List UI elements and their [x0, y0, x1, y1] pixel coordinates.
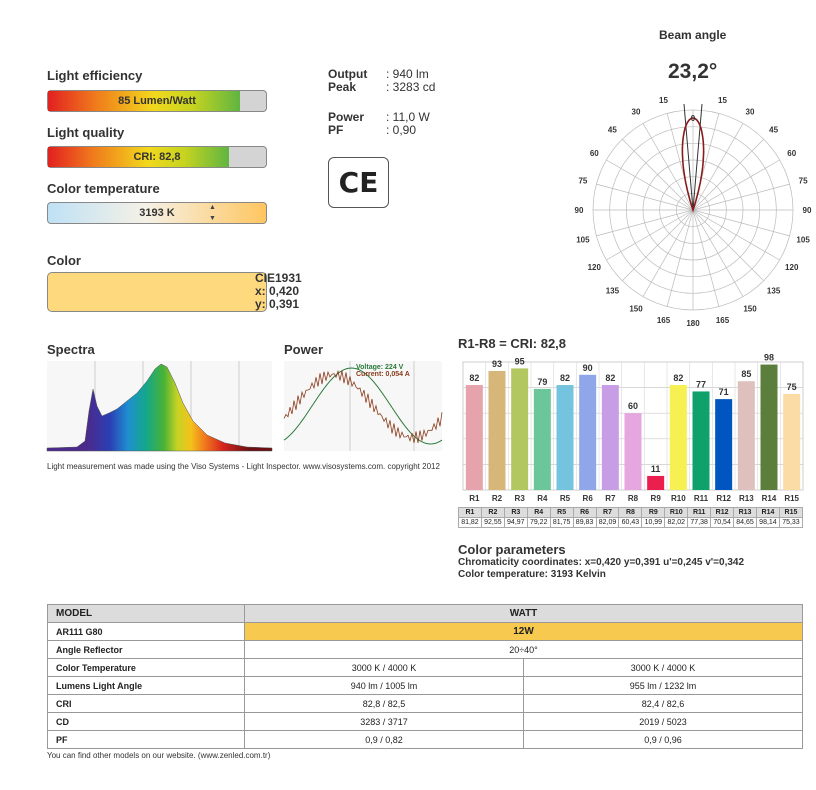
beam-angle-value: 23,2° [668, 60, 718, 83]
color-parameters-line1: Chromaticity coordinates: x=0,420 y=0,391 u'=0,245 v'=0,342 [458, 557, 745, 568]
spec-pf-key: PF [328, 123, 344, 137]
cri-category-label: R11 [693, 494, 709, 503]
row-label: Lumens Light Angle [48, 677, 245, 695]
polar-angle-label: 120 [785, 263, 799, 272]
color-temperature-value: 3193 K [139, 207, 175, 219]
polar-angle-label: 120 [587, 263, 601, 272]
row-value-b: 2019 / 5023 [524, 713, 803, 731]
cri-table-value-cell: 81,82 [459, 518, 482, 528]
cri-bar-r4 [534, 389, 551, 490]
polar-angle-label: 30 [745, 107, 755, 117]
cri-table-head-cell: R5 [550, 508, 573, 518]
cri-table-value-cell: 82,02 [665, 518, 688, 528]
cri-table-values [459, 518, 803, 528]
polar-angle-label: 45 [607, 125, 617, 135]
cri-category-label: R5 [559, 494, 571, 503]
beam-angle-title: Beam angle [659, 28, 727, 42]
polar-angle-label: 75 [798, 176, 808, 186]
cri-table-head-cell: R13 [734, 508, 757, 518]
spec-output-value: : 940 lm [386, 67, 429, 81]
current-readout: Current: 0,054 A [356, 371, 410, 378]
header-model: MODEL [48, 605, 245, 623]
cri-values-table [458, 507, 803, 528]
cri-table-value-cell: 60,43 [619, 518, 642, 528]
model-table-header [48, 605, 803, 623]
cri-table-value-cell: 75,33 [779, 518, 802, 528]
cri-table-head-cell: R8 [619, 508, 642, 518]
cri-category-label: R10 [670, 494, 686, 503]
row-label: Color Temperature [48, 659, 245, 677]
specs-group-1 [328, 68, 435, 94]
cri-table-value-cell: 92,55 [481, 518, 504, 528]
cri-bar-r8 [625, 413, 642, 490]
cri-bar-r14 [761, 365, 778, 490]
polar-angle-label: 150 [743, 304, 757, 314]
ce-mark-icon: CE [328, 157, 389, 208]
polar-angle-label: 90 [802, 206, 812, 215]
polar-spoke [693, 210, 780, 260]
cie-x: x: 0,420 [255, 284, 300, 298]
row-value-b: 0,9 / 0,96 [524, 731, 803, 749]
spectra-chart [47, 361, 272, 451]
cri-category-label: R4 [537, 494, 548, 503]
cri-table-value-cell: 82,09 [596, 518, 619, 528]
cri-table-value-cell: 70,54 [711, 518, 734, 528]
table-row [48, 695, 803, 713]
cri-table-head-cell: R11 [688, 508, 711, 518]
row-label: CD [48, 713, 245, 731]
cie-coordinates [255, 272, 302, 311]
measurement-note: Light measurement was made using the Viso Systems - Light Inspector. www.visosystems.com. copyright 2012 [47, 462, 440, 471]
table-row [48, 641, 803, 659]
row-value-a: 3000 K / 4000 K [245, 659, 524, 677]
polar-angle-label: 165 [715, 316, 730, 326]
polar-angle-label: 45 [769, 125, 779, 135]
cie-title: CIE1931 [255, 271, 302, 285]
spectra-label: Spectra [47, 342, 95, 357]
model-watt: 12W [245, 623, 803, 641]
cri-category-label: R8 [627, 494, 639, 503]
row-label: Angle Reflector [48, 641, 245, 659]
table-row [48, 713, 803, 731]
table-row [48, 677, 803, 695]
spec-power-key: Power [328, 110, 365, 124]
color-swatch [47, 272, 267, 312]
row-value-a: 3283 / 3717 [245, 713, 524, 731]
color-parameters [458, 542, 744, 581]
color-parameters-line2: Color temperature: 3193 Kelvin [458, 569, 606, 580]
cri-bar-r10 [670, 385, 687, 490]
cri-value-label: 85 [741, 369, 752, 380]
arrow-up-icon: ▲ [209, 204, 216, 211]
cri-table-value-cell: 79,22 [527, 518, 550, 528]
polar-spoke [693, 123, 743, 210]
cri-table-value-cell: 77,38 [688, 518, 711, 528]
cri-bar-r3 [511, 368, 528, 490]
cri-bar-r9 [647, 476, 664, 490]
polar-spoke [622, 210, 693, 281]
cri-table-head-cell: R1 [459, 508, 482, 518]
spec-output-key: Output [328, 67, 368, 81]
table-row [48, 659, 803, 677]
polar-top-label: 0 [690, 114, 696, 123]
polar-spoke [606, 210, 693, 260]
polar-angle-label: 15 [718, 95, 727, 105]
cri-table-value-cell: 94,97 [504, 518, 527, 528]
cri-category-label: R15 [784, 494, 800, 503]
cri-value-label: 82 [559, 373, 571, 384]
arrow-down-icon: ▼ [209, 215, 216, 222]
spec-pf-value: : 0,90 [386, 123, 417, 137]
row-value-b: 82,4 / 82,6 [524, 695, 803, 713]
row-value-b: 955 lm / 1232 lm [524, 677, 803, 695]
cri-bar-r12 [715, 399, 732, 490]
polar-angle-label: 105 [576, 235, 590, 245]
cri-table-head-cell: R14 [756, 508, 779, 518]
light-quality-value: CRI: 82,8 [133, 151, 181, 163]
light-efficiency-bar [47, 90, 267, 112]
cri-table-head-cell: R15 [779, 508, 802, 518]
polar-spoke [693, 160, 780, 210]
cri-value-label: 98 [763, 352, 775, 363]
cri-value-label: 82 [673, 373, 684, 384]
cri-value-label: 11 [650, 463, 661, 474]
polar-angle-label: 150 [629, 304, 643, 314]
cri-category-label: R13 [738, 494, 754, 503]
cri-table-head-cell: R4 [527, 508, 550, 518]
light-efficiency-value: 85 Lumen/Watt [118, 95, 196, 107]
model-table [47, 604, 803, 749]
model-name: AR111 G80 [48, 623, 245, 641]
row-value-a: 0,9 / 0,82 [245, 731, 524, 749]
cri-category-label: R6 [582, 494, 593, 503]
spec-peak-key: Peak [328, 80, 357, 94]
cri-value-label: 90 [582, 362, 593, 373]
polar-angle-label: 105 [796, 235, 810, 245]
cri-bar-r2 [489, 371, 506, 490]
polar-angle-label: 90 [574, 206, 584, 215]
polar-grid [593, 104, 793, 310]
polar-angle-label: 135 [766, 286, 781, 296]
row-label: CRI [48, 695, 245, 713]
cri-category-labels [469, 494, 799, 503]
cri-table-value-cell: 89,83 [573, 518, 596, 528]
cri-category-label: R14 [761, 494, 777, 503]
cri-category-label: R1 [469, 494, 480, 503]
color-temperature-label: Color temperature [47, 181, 160, 196]
cri-table-header [459, 508, 803, 518]
model-row [48, 623, 803, 641]
cri-table-head-cell: R3 [504, 508, 527, 518]
polar-angle-label: 60 [589, 149, 599, 158]
cri-category-label: R3 [514, 494, 525, 503]
polar-spoke [693, 210, 764, 281]
polar-angle-label: 165 [656, 316, 671, 326]
cri-table-value-cell: 98,14 [756, 518, 779, 528]
cri-bar-chart [458, 352, 804, 507]
cri-category-label: R7 [605, 494, 616, 503]
cri-value-label: 79 [537, 376, 548, 387]
polar-angle-label: 135 [605, 286, 620, 296]
cri-category-label: R2 [491, 494, 503, 503]
polar-spoke [643, 123, 693, 210]
header-watt: WATT [245, 605, 803, 623]
cri-bar-r6 [579, 375, 596, 490]
light-efficiency-label: Light efficiency [47, 68, 143, 83]
cri-value-label: 71 [718, 387, 729, 398]
cri-title: R1-R8 = CRI: 82,8 [458, 336, 567, 351]
cri-table-head-cell: R7 [596, 508, 619, 518]
spec-peak-value: : 3283 cd [386, 80, 436, 94]
cri-table-value-cell: 81,75 [550, 518, 573, 528]
row-value-a: 82,8 / 82,5 [245, 695, 524, 713]
row-value-b: 3000 K / 4000 K [524, 659, 803, 677]
color-parameters-title: Color parameters [458, 542, 566, 557]
cri-category-label: R9 [650, 494, 661, 503]
polar-spoke [606, 160, 693, 210]
cri-category-label: R12 [716, 494, 732, 503]
row-label: PF [48, 731, 245, 749]
light-quality-bar [47, 146, 267, 168]
cie-y: y: 0,391 [255, 297, 300, 311]
cri-table-head-cell: R6 [573, 508, 596, 518]
polar-angle-label: 75 [578, 176, 588, 186]
cri-value-label: 60 [627, 401, 639, 412]
power-chart [284, 361, 442, 451]
color-temperature-bar [47, 202, 267, 224]
cri-table-head-cell: R12 [711, 508, 734, 518]
polar-bottom-label: 180 [686, 319, 700, 328]
voltage-readout: Voltage: 224 V [356, 364, 404, 371]
row-value: 20÷40° [245, 641, 803, 659]
beam-polar-chart [574, 85, 812, 328]
cri-bar-r13 [738, 381, 755, 490]
cri-value-label: 95 [514, 356, 525, 367]
color-label: Color [47, 253, 81, 268]
cri-value-label: 75 [786, 382, 797, 392]
cri-bar-r7 [602, 385, 619, 490]
cri-value-label: 82 [469, 373, 480, 384]
cri-value-label: 77 [695, 379, 707, 390]
light-quality-label: Light quality [47, 125, 125, 140]
cri-table-head-cell: R9 [642, 508, 665, 518]
polar-spoke [643, 210, 693, 297]
cri-bar-r5 [557, 385, 574, 490]
footer-note: You can find other models on our website. (www.zenled.com.tr) [47, 751, 271, 760]
cri-bar-r15 [783, 394, 800, 490]
cri-table-head-cell: R10 [665, 508, 688, 518]
specs-group-2 [328, 111, 430, 137]
polar-spoke [693, 210, 743, 297]
spec-power-value: : 11,0 W [386, 110, 430, 124]
row-value-a: 940 lm / 1005 lm [245, 677, 524, 695]
cri-table-value-cell: 10,99 [642, 518, 665, 528]
cri-bar-r11 [693, 391, 710, 490]
cri-value-label: 93 [491, 358, 503, 369]
polar-angle-label: 15 [659, 95, 668, 105]
power-label: Power [284, 342, 324, 357]
polar-angle-label: 30 [631, 107, 641, 117]
table-row [48, 731, 803, 749]
cri-bar-r1 [466, 385, 483, 490]
polar-angle-label: 60 [787, 149, 797, 158]
cri-table-head-cell: R2 [481, 508, 504, 518]
cri-table-value-cell: 84,65 [734, 518, 757, 528]
cri-value-label: 82 [605, 373, 616, 384]
